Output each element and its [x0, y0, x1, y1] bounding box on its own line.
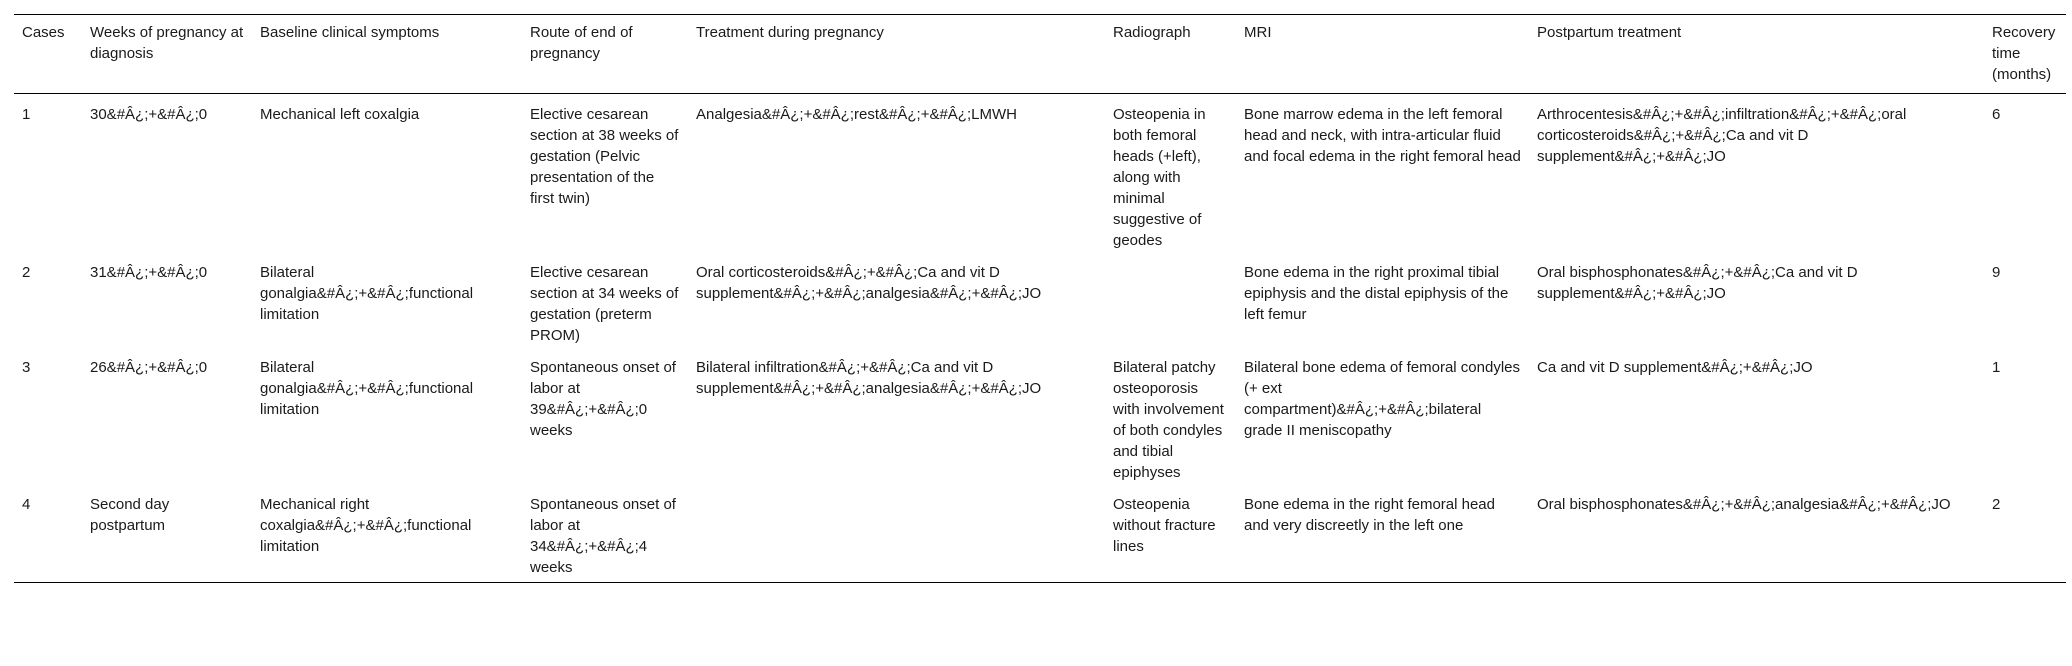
header-route-of-end: Route of end of pregnancy	[530, 24, 633, 62]
cell-case: 4	[22, 496, 31, 513]
cell-treatment: Analgesia&#Â¿;+&#Â¿;rest&#Â¿;+&#Â¿;LMWH	[696, 106, 1017, 123]
cell-recovery: 1	[1992, 359, 2001, 376]
cell-weeks: 31&#Â¿;+&#Â¿;0	[90, 264, 208, 281]
cell-weeks: 26&#Â¿;+&#Â¿;0	[90, 359, 208, 376]
cell-symptoms: Bilateral gonalgia&#Â¿;+&#Â¿;functional limitation	[260, 264, 474, 323]
cell-treatment: Oral corticosteroids&#Â¿;+&#Â¿;Ca and vit D supplement&#Â¿;+&#Â¿;analgesia&#Â¿;+&#Â¿;JO	[696, 264, 1042, 302]
header-row	[14, 15, 2066, 94]
cell-mri: Bilateral bone edema of femoral condyles (+ ext compartment)&#Â¿;+&#Â¿;bilateral grade II meniscopathy	[1244, 359, 1520, 439]
table-header	[14, 15, 2066, 94]
cell-radiograph: Bilateral patchy osteoporosis with involvement of both condyles and tibial epiphyses	[1113, 359, 1224, 481]
cell-route: Elective cesarean section at 38 weeks of gestation (Pelvic presentation of the first twin)	[530, 106, 679, 207]
cell-symptoms: Bilateral gonalgia&#Â¿;+&#Â¿;functional limitation	[260, 359, 474, 418]
clinical-cases-table	[14, 14, 2066, 583]
cell-mri: Bone edema in the right proximal tibial epiphysis and the distal epiphysis of the left femur	[1244, 264, 1509, 323]
cell-weeks: 30&#Â¿;+&#Â¿;0	[90, 106, 208, 123]
table-row	[14, 487, 2066, 583]
cell-postpartum: Oral bisphosphonates&#Â¿;+&#Â¿;analgesia&#Â¿;+&#Â¿;JO	[1537, 496, 1951, 513]
cell-recovery: 9	[1992, 264, 2001, 281]
cell-case: 3	[22, 359, 31, 376]
cell-postpartum: Oral bisphosphonates&#Â¿;+&#Â¿;Ca and vit D supplement&#Â¿;+&#Â¿;JO	[1537, 264, 1858, 302]
cell-route: Elective cesarean section at 34 weeks of gestation (preterm PROM)	[530, 264, 679, 344]
cell-radiograph: Osteopenia in both femoral heads (+left), along with minimal suggestive of geodes	[1113, 106, 1206, 249]
header-postpartum-treatment: Postpartum treatment	[1537, 24, 1682, 41]
cell-route: Spontaneous onset of labor at 34&#Â¿;+&#Â¿;4 weeks	[530, 496, 676, 576]
cell-mri: Bone edema in the right femoral head and very discreetly in the left one	[1244, 496, 1495, 534]
header-baseline-symptoms: Baseline clinical symptoms	[260, 24, 440, 41]
table-row	[14, 350, 2066, 487]
header-weeks-of-pregnancy: Weeks of pregnancy at diagnosis	[90, 24, 244, 62]
cell-treatment: Bilateral infiltration&#Â¿;+&#Â¿;Ca and vit D supplement&#Â¿;+&#Â¿;analgesia&#Â¿;+&#Â¿;JO	[696, 359, 1042, 397]
cell-treatment	[688, 487, 1105, 583]
cell-weeks: Second day postpartum	[90, 496, 170, 534]
cell-radiograph: Osteopenia without fracture lines	[1113, 496, 1216, 555]
cell-case: 1	[22, 106, 31, 123]
table-row	[14, 255, 2066, 350]
table-row	[14, 94, 2066, 256]
header-radiograph: Radiograph	[1113, 24, 1191, 41]
header-mri: MRI	[1244, 24, 1272, 41]
cell-recovery: 6	[1992, 106, 2001, 123]
cell-recovery: 2	[1992, 496, 2001, 513]
cell-route: Spontaneous onset of labor at 39&#Â¿;+&#Â¿;0 weeks	[530, 359, 676, 439]
header-recovery-time: Recovery time (months)	[1992, 24, 2056, 83]
cell-radiograph	[1105, 255, 1236, 350]
header-cases: Cases	[22, 24, 65, 41]
cell-symptoms: Mechanical left coxalgia	[260, 106, 420, 123]
cell-postpartum: Arthrocentesis&#Â¿;+&#Â¿;infiltration&#Â¿;+&#Â¿;oral corticosteroids&#Â¿;+&#Â¿;Ca and vit D supplement&#Â¿;+&#Â¿;JO	[1537, 106, 1907, 165]
cell-mri: Bone marrow edema in the left femoral head and neck, with intra-articular fluid and focal edema in the right femoral head	[1244, 106, 1521, 165]
table-body	[14, 94, 2066, 583]
header-treatment-during-pregnancy: Treatment during pregnancy	[696, 24, 884, 41]
cell-case: 2	[22, 264, 31, 281]
cell-symptoms: Mechanical right coxalgia&#Â¿;+&#Â¿;functional limitation	[260, 496, 472, 555]
cell-postpartum: Ca and vit D supplement&#Â¿;+&#Â¿;JO	[1537, 359, 1813, 376]
